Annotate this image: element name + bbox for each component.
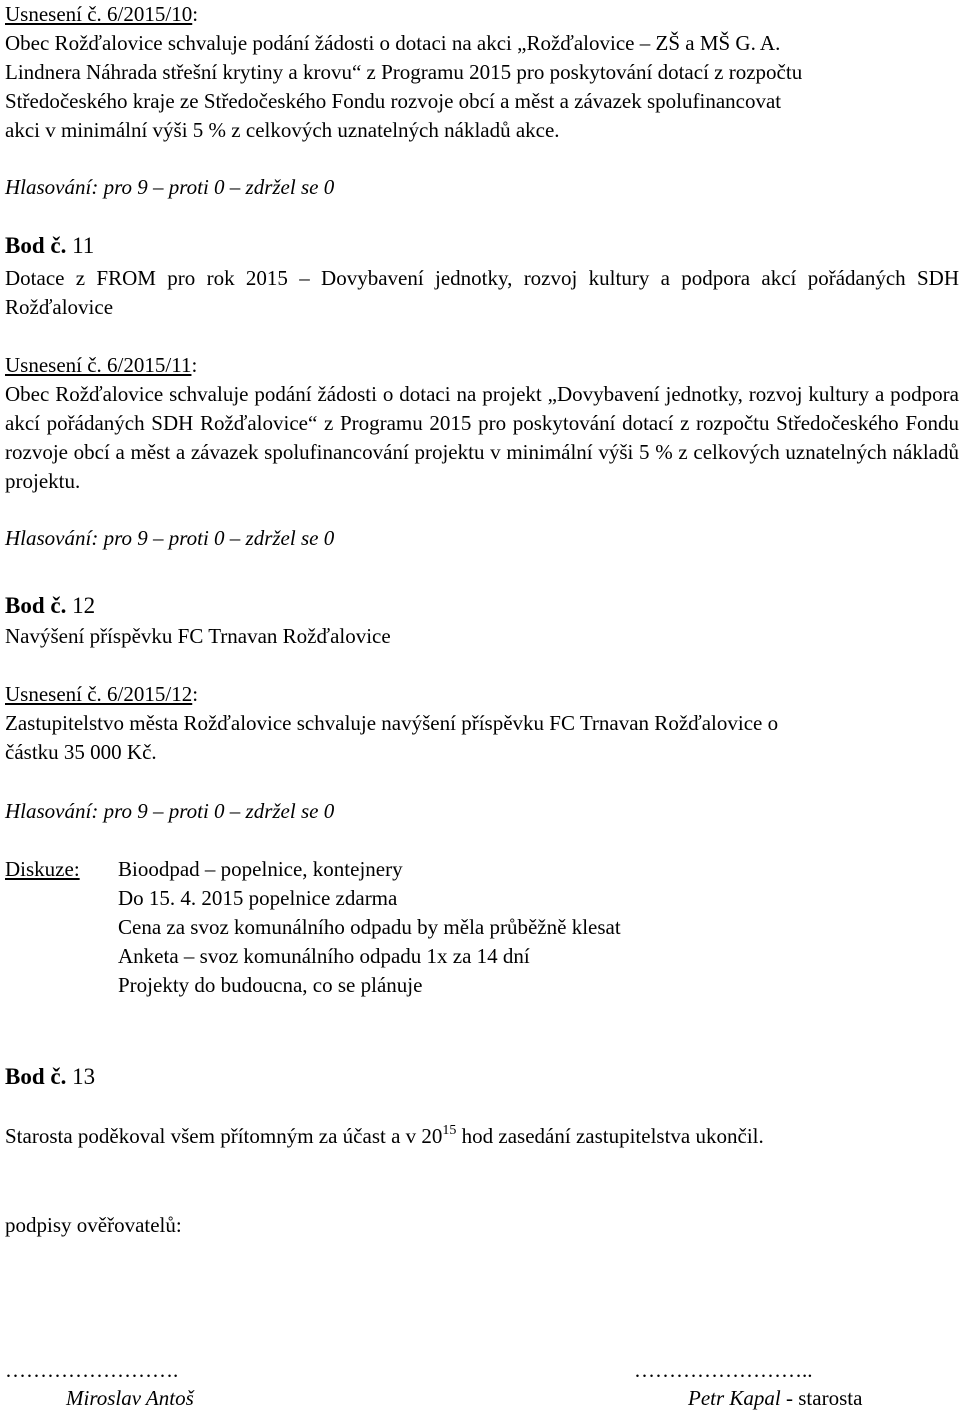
discussion [5, 855, 959, 1000]
signature-right-dots: …………………….. [634, 1358, 813, 1382]
item-13-text-after: hod zasedání zastupitelstva ukončil. [456, 1124, 764, 1148]
discussion-item: Do 15. 4. 2015 popelnice zdarma [118, 886, 398, 910]
resolution-10-line3: Středočeského kraje ze Středočeského Fondu rozvoje obcí a měst a závazek spolufinancovat [5, 89, 782, 113]
item-11-heading [5, 231, 959, 260]
vote-12: Hlasování: pro 9 – proti 0 – zdržel se 0 [5, 799, 335, 823]
discussion-label: Diskuze: [5, 857, 80, 881]
item-12-heading-number: 12 [66, 593, 96, 618]
discussion-item: Anketa – svoz komunálního odpadu 1x za 14 dní [118, 944, 530, 968]
vote-11: Hlasování: pro 9 – proti 0 – zdržel se 0 [5, 526, 335, 550]
item-12-heading [5, 591, 959, 620]
resolution-12-colon: : [192, 682, 199, 706]
item-13-time-superscript: 15 [442, 1123, 457, 1138]
signature-left-dots: ……………………. [5, 1358, 179, 1382]
resolution-10 [5, 0, 959, 145]
discussion-list [118, 855, 621, 1000]
signature-right [688, 1384, 862, 1413]
resolution-10-line4: akci v minimální výši 5 % z celkových uznatelných nákladů akce. [5, 118, 560, 142]
item-13-heading [5, 1062, 959, 1091]
resolution-10-colon: : [192, 2, 199, 26]
signature-right-role: - starosta [780, 1386, 863, 1410]
vote-10: Hlasování: pro 9 – proti 0 – zdržel se 0 [5, 175, 335, 199]
resolution-10-label: Usnesení č. 6/2015/10 [5, 2, 193, 26]
signature-right-name: Petr Kapal [688, 1386, 781, 1410]
signatures-label: podpisy ověřovatelů: [5, 1213, 182, 1237]
resolution-11-label: Usnesení č. 6/2015/11 [5, 353, 192, 377]
resolution-11-colon: : [191, 353, 198, 377]
item-13-text [5, 1122, 959, 1151]
item-13-heading-label: Bod č. [5, 1064, 67, 1089]
signature-left-name: Miroslav Antoš [66, 1386, 194, 1410]
discussion-item: Cena za svoz komunálního odpadu by měla průběžně klesat [118, 915, 621, 939]
resolution-12-line2: částku 35 000 Kč. [5, 740, 157, 764]
discussion-item: Bioodpad – popelnice, kontejnery [118, 857, 403, 881]
item-11-heading-number: 11 [66, 233, 95, 258]
item-11-title: Dotace z FROM pro rok 2015 – Dovybavení jednotky, rozvoj kultury a podpora akcí pořádaných SDH Rožďalovice [5, 266, 959, 319]
item-12-heading-label: Bod č. [5, 593, 67, 618]
resolution-12-line1: Zastupitelstvo města Rožďalovice schvaluje navýšení příspěvku FC Trnavan Rožďalovice o [5, 711, 779, 735]
resolution-11-text: Obec Rožďalovice schvaluje podání žádosti o dotaci na projekt „Dovybavení jednotky, rozvoj kultury a podpora akcí pořádaných SDH Rožďalovice“ z Programu 2015 pro poskytování dotací z rozpočtu Středočeského Fondu rozvoje obcí a měst a závazek spolufinancování projektu v minimální výši 5 % z celkových uznatelných nákladů projektu. [5, 382, 959, 493]
resolution-11 [5, 351, 959, 496]
resolution-12 [5, 680, 959, 767]
resolution-12-label: Usnesení č. 6/2015/12 [5, 682, 193, 706]
resolution-10-line1: Obec Rožďalovice schvaluje podání žádosti o dotaci na akci „Rožďalovice – ZŠ a MŠ G. A. [5, 31, 781, 55]
resolution-10-line2: Lindnera Náhrada střešní krytiny a krovu“ z Programu 2015 pro poskytování dotací z rozpočtu [5, 60, 803, 84]
item-12-title: Navýšení příspěvku FC Trnavan Rožďalovice [5, 624, 391, 648]
item-13-heading-number: 13 [66, 1064, 96, 1089]
discussion-item: Projekty do budoucna, co se plánuje [118, 973, 423, 997]
item-13-text-before: Starosta poděkoval všem přítomným za účast a v 20 [5, 1124, 443, 1148]
item-11-heading-label: Bod č. [5, 233, 67, 258]
